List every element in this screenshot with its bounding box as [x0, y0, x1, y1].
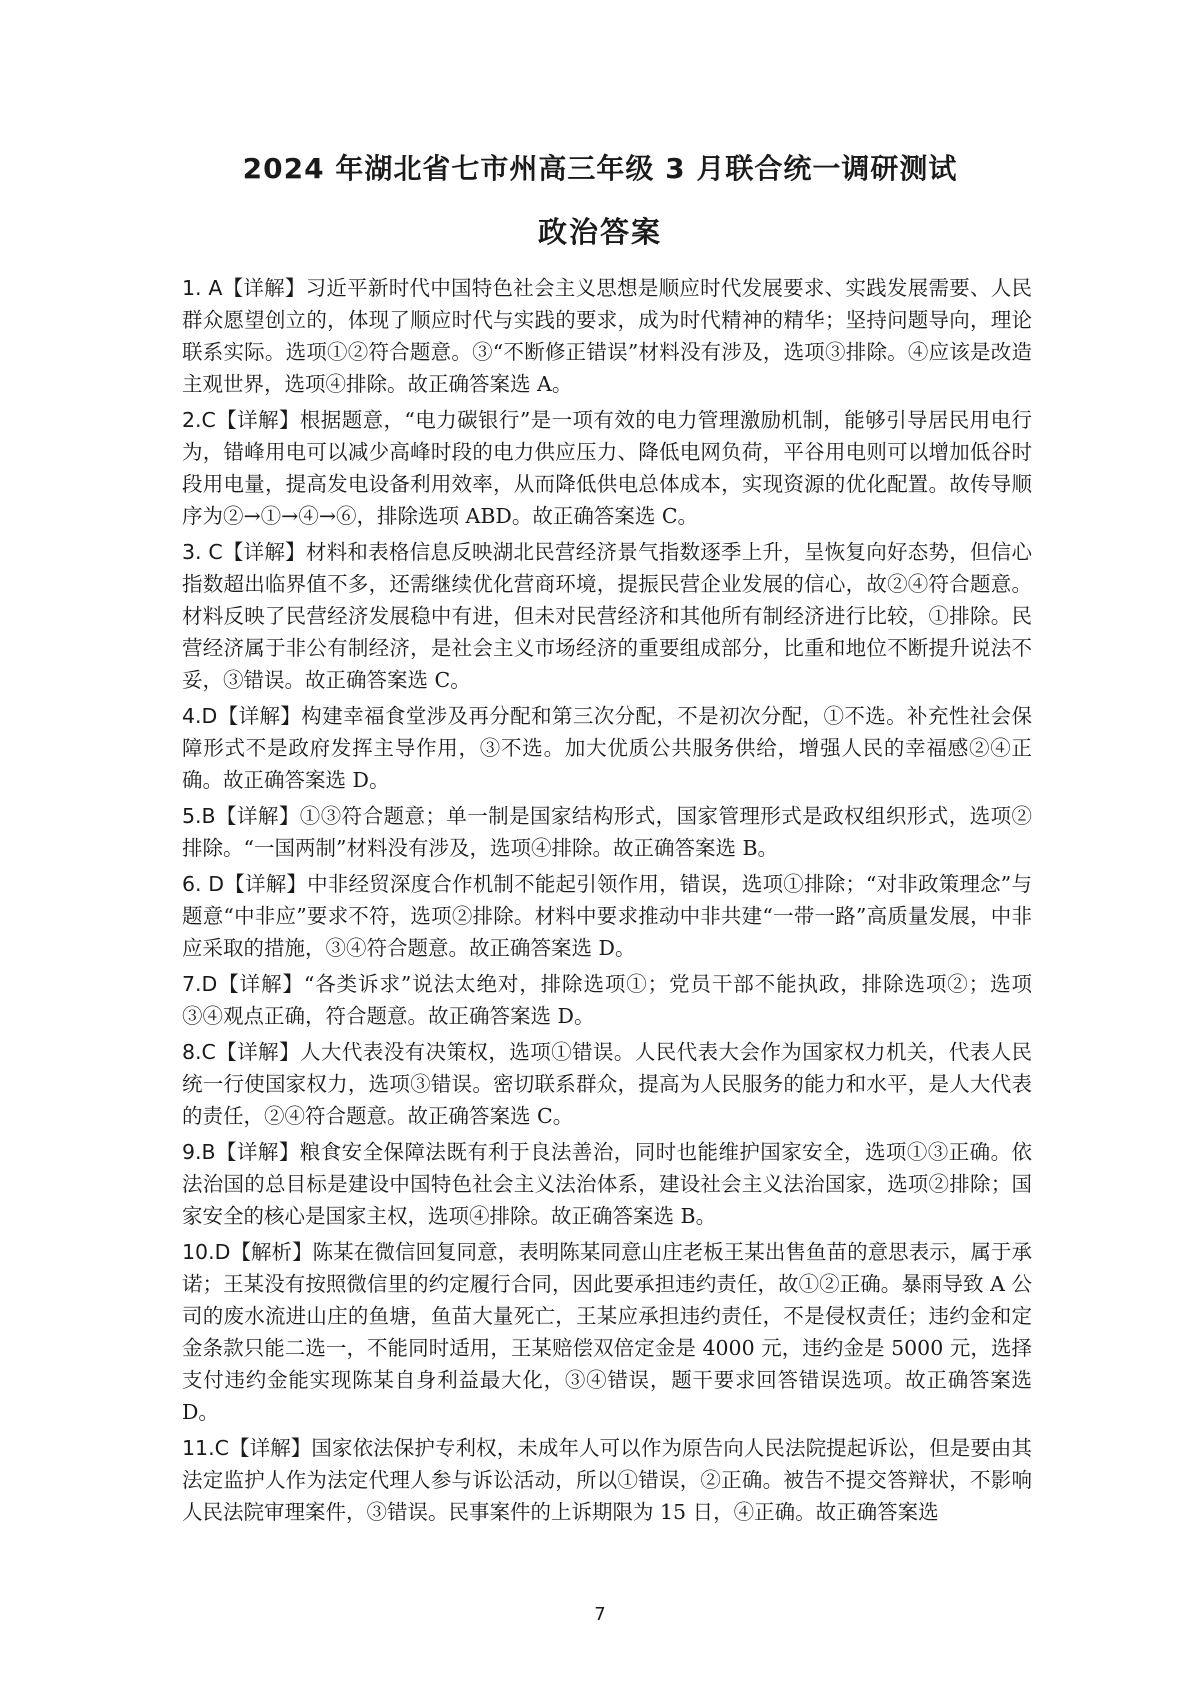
document-subtitle: 政治答案	[537, 215, 662, 249]
answer-item-11	[182, 1432, 1032, 1528]
answer-number: 1. A	[182, 276, 223, 300]
answer-text: 【详解】习近平新时代中国特色社会主义思想是顺应时代发展要求、实践发展需要、人民群众愿望创立的，体现了顺应时代与实践的要求，成为时代精神的精华；坚持问题导向，理论联系实际。选项①②符合题意。③“不断修正错误”材料没有涉及，选项③排除。④应该是改造主观世界，选项④排除。故正确答案选 A。	[182, 276, 1032, 396]
document-title: 2024 年湖北省七市州高三年级 3 月联合统一调研测试	[242, 152, 958, 185]
answer-item-4	[182, 700, 1032, 796]
answer-item-9	[182, 1136, 1032, 1232]
answer-number: 7.D	[182, 972, 218, 996]
answer-item-10	[182, 1236, 1032, 1428]
answer-text: 【详解】粮食安全保障法既有利于良法善治，同时也能维护国家安全，选项①③正确。依法治国的总目标是建设中国特色社会主义法治体系，建设社会主义法治国家，选项②排除；国家安全的核心是国家主权，选项④排除。故正确答案选 B。	[182, 1140, 1032, 1228]
answer-text: 【详解】根据题意，“电力碳银行”是一项有效的电力管理激励机制，能够引导居民用电行为，错峰用电可以减少高峰时段的电力供应压力、降低电网负荷，平谷用电则可以增加低谷时段用电量，提高发电设备利用效率，从而降低供电总体成本，实现资源的优化配置。故传导顺序为②→①→④→⑥，排除选项 ABD。故正确答案选 C。	[182, 408, 1032, 528]
answer-item-8	[182, 1036, 1032, 1132]
answer-number: 2.C	[182, 408, 216, 432]
answer-item-6	[182, 868, 1032, 964]
answer-number: 5.B	[182, 804, 216, 828]
answer-text: 【详解】人大代表没有决策权，选项①错误。人民代表大会作为国家权力机关，代表人民统一行使国家权力，选项③错误。密切联系群众，提高为人民服务的能力和水平，是人大代表的责任，②④符合题意。故正确答案选 C。	[182, 1040, 1032, 1128]
answer-number: 6. D	[182, 872, 225, 896]
answer-text: 【详解】中非经贸深度合作机制不能起引领作用，错误，选项①排除；“对非政策理念”与题意“中非应”要求不符，选项②排除。材料中要求推动中非共建“一带一路”高质量发展，中非应采取的措施，③④符合题意。故正确答案选 D。	[182, 872, 1032, 960]
answer-item-1	[182, 272, 1032, 400]
answer-number: 9.B	[182, 1140, 216, 1164]
answer-text: 【解析】陈某在微信回复同意，表明陈某同意山庄老板王某出售鱼苗的意思表示，属于承诺；王某没有按照微信里的约定履行合同，因此要承担违约责任，故①②正确。暴雨导致 A 公司的废水流进山庄的鱼塘，鱼苗大量死亡，王某应承担违约责任，不是侵权责任；违约金和定金条款只能二选一，不能同时适用，王某赔偿双倍定金是 4000 元，违约金是 5000 元，选择支付违约金能实现陈某自身利益最大化，③④错误，题干要求回答错误选项。故正确答案选 D。	[182, 1240, 1032, 1424]
page-number: 7	[594, 1604, 606, 1625]
answer-text: 【详解】材料和表格信息反映湖北民营经济景气指数逐季上升，呈恢复向好态势，但信心指数超出临界值不多，还需继续优化营商环境，提振民营企业发展的信心，故②④符合题意。材料反映了民营经济发展稳中有进，但未对民营经济和其他所有制经济进行比较，①排除。民营经济属于非公有制经济，是社会主义市场经济的重要组成部分，比重和地位不断提升说法不妥，③错误。故正确答案选 C。	[182, 540, 1033, 692]
answer-number: 10.D	[182, 1240, 231, 1264]
answer-text: 【详解】国家依法保护专利权，未成年人可以作为原告向人民法院提起诉讼，但是要由其法定监护人作为法定代理人参与诉讼活动，所以①错误，②正确。被告不提交答辩状，不影响人民法院审理案件，③错误。民事案件的上诉期限为 15 日，④正确。故正确答案选	[182, 1436, 1032, 1524]
answer-item-7	[182, 968, 1032, 1032]
answer-list	[182, 272, 1032, 1532]
answer-text: 【详解】①③符合题意；单一制是国家结构形式，国家管理形式是政权组织形式，选项②排除。“一国两制”材料没有涉及，选项④排除。故正确答案选 B。	[182, 804, 1032, 860]
answer-number: 3. C	[182, 540, 223, 564]
answer-number: 4.D	[182, 704, 218, 728]
answer-item-2	[182, 404, 1032, 532]
answer-item-5	[182, 800, 1032, 864]
answer-number: 11.C	[182, 1436, 229, 1460]
answer-number: 8.C	[182, 1040, 216, 1064]
answer-text: 【详解】构建幸福食堂涉及再分配和第三次分配，不是初次分配，①不选。补充性社会保障形式不是政府发挥主导作用，③不选。加大优质公共服务供给，增强人民的幸福感②④正确。故正确答案选 D。	[182, 704, 1032, 792]
answer-item-3	[182, 536, 1032, 696]
answer-text: 【详解】“各类诉求”说法太绝对，排除选项①；党员干部不能执政，排除选项②；选项③④观点正确，符合题意。故正确答案选 D。	[182, 972, 1032, 1028]
